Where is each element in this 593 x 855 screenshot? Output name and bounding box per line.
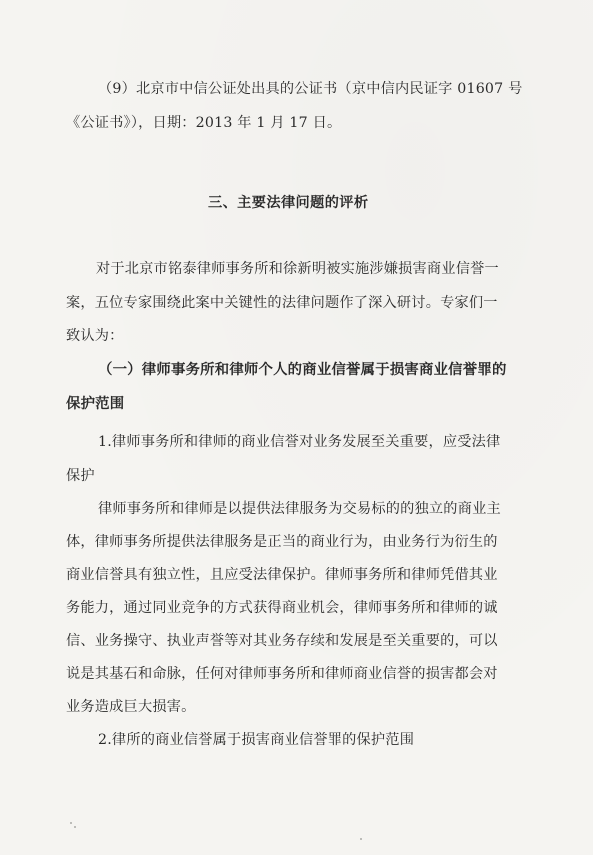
paragraph-1-line-5: 信、业务操守、执业声誉等对其业务存续和发展是至关重要的，可以 — [66, 633, 498, 649]
scan-speck — [74, 826, 76, 828]
paragraph-1-line-1: 律师事务所和律师是以提供法律服务为交易标的的独立的商业主 — [98, 501, 501, 517]
point-1-line-1: 1.律师事务所和律师的商业信誉对业务发展至关重要，应受法律 — [98, 434, 501, 450]
item9-line-1: （9）北京市中信公证处出具的公证书（京中信内民证字 01607 号 — [98, 81, 523, 97]
paragraph-1-line-4: 务能力，通过同业竞争的方式获得商业机会，律师事务所和律师的诚 — [66, 600, 498, 616]
subsection-1-line-2: 保护范围 — [66, 396, 125, 412]
intro-line-2: 案，五位专家围绕此案中关键性的法律问题作了深入研讨。专家们一 — [66, 295, 498, 311]
section-title: 三、主要法律问题的评析 — [208, 195, 369, 211]
paragraph-1-line-7: 业务造成巨大损害。 — [66, 699, 196, 715]
scan-speck — [360, 838, 362, 840]
paragraph-1-line-3: 商业信誉具有独立性，且应受法律保护。律师事务所和律师凭借其业 — [66, 567, 498, 583]
intro-line-1: 对于北京市铭泰律师事务所和徐新明被实施涉嫌损害商业信誉一 — [96, 261, 499, 277]
paragraph-1-line-6: 说是其基石和命脉，任何对律师事务所和律师商业信誉的损害都会对 — [66, 666, 498, 682]
intro-line-3: 致认为： — [66, 328, 124, 344]
scan-speck — [70, 822, 72, 824]
subsection-1-line-1: （一）律师事务所和律师个人的商业信誉属于损害商业信誉罪的 — [98, 362, 507, 378]
paragraph-1-line-2: 体，律师事务所提供法律服务是正当的商业行为，由业务行为衍生的 — [66, 534, 498, 550]
point-1-line-2: 保护 — [66, 468, 95, 484]
point-2-line-1: 2.律所的商业信誉属于损害商业信誉罪的保护范围 — [98, 732, 415, 748]
item9-line-2: 《公证书》），日期：2013 年 1 月 17 日。 — [66, 115, 342, 131]
